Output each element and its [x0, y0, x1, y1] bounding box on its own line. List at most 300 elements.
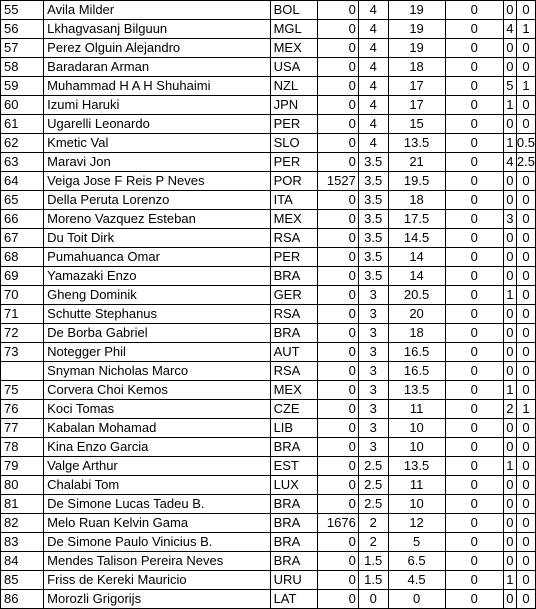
tiebreak-4-cell: 0: [516, 476, 535, 495]
tiebreak-3-cell: 0: [503, 229, 516, 248]
tiebreak-3-cell: 1: [503, 134, 516, 153]
tiebreak-3-cell: 5: [503, 77, 516, 96]
rating-cell: 0: [318, 438, 359, 457]
player-name-cell: De Borba Gabriel: [44, 324, 270, 343]
tiebreak-4-cell: 0: [516, 552, 535, 571]
points-cell: 2.5: [358, 476, 388, 495]
federation-cell: BRA: [270, 552, 318, 571]
tiebreak-3-cell: 0: [503, 590, 516, 609]
table-row: [1, 134, 536, 153]
federation-cell: USA: [270, 58, 318, 77]
tiebreak-4-cell: 0: [516, 324, 535, 343]
federation-cell: GER: [270, 286, 318, 305]
points-cell: 4: [358, 58, 388, 77]
table-row: [1, 343, 536, 362]
federation-cell: AUT: [270, 343, 318, 362]
tiebreak-2-cell: 0: [445, 381, 503, 400]
rank-cell: 86: [1, 590, 44, 609]
rank-cell: 60: [1, 96, 44, 115]
tiebreak-1-cell: 6.5: [388, 552, 445, 571]
player-name-cell: Muhammad H A H Shuhaimi: [44, 77, 270, 96]
rating-cell: 0: [318, 39, 359, 58]
player-name-cell: Du Toit Dirk: [44, 229, 270, 248]
tiebreak-3-cell: 1: [503, 571, 516, 590]
rating-cell: 0: [318, 96, 359, 115]
rating-cell: 0: [318, 362, 359, 381]
rank-cell: 57: [1, 39, 44, 58]
table-row: [1, 58, 536, 77]
points-cell: 3.5: [358, 248, 388, 267]
tiebreak-3-cell: 0: [503, 267, 516, 286]
tiebreak-1-cell: 19.5: [388, 172, 445, 191]
rating-cell: 0: [318, 267, 359, 286]
rank-cell: 78: [1, 438, 44, 457]
player-name-cell: Gheng Dominik: [44, 286, 270, 305]
table-row: [1, 514, 536, 533]
rank-cell: 59: [1, 77, 44, 96]
tiebreak-1-cell: 14.5: [388, 229, 445, 248]
points-cell: 4: [358, 77, 388, 96]
tiebreak-1-cell: 12: [388, 514, 445, 533]
player-name-cell: Friss de Kereki Mauricio: [44, 571, 270, 590]
rank-cell: 56: [1, 20, 44, 39]
points-cell: 4: [358, 115, 388, 134]
tiebreak-3-cell: 0: [503, 324, 516, 343]
tiebreak-1-cell: 10: [388, 419, 445, 438]
tiebreak-3-cell: 1: [503, 381, 516, 400]
tiebreak-4-cell: 0: [516, 172, 535, 191]
rating-cell: 0: [318, 533, 359, 552]
tiebreak-3-cell: 1: [503, 457, 516, 476]
table-row: [1, 191, 536, 210]
federation-cell: EST: [270, 457, 318, 476]
tiebreak-1-cell: 0: [388, 590, 445, 609]
points-cell: 3: [358, 362, 388, 381]
federation-cell: BRA: [270, 495, 318, 514]
tiebreak-2-cell: 0: [445, 267, 503, 286]
rating-cell: 0: [318, 457, 359, 476]
rank-cell: 61: [1, 115, 44, 134]
rank-cell: 58: [1, 58, 44, 77]
tiebreak-1-cell: 16.5: [388, 343, 445, 362]
rating-cell: 0: [318, 286, 359, 305]
tiebreak-1-cell: 20: [388, 305, 445, 324]
federation-cell: BRA: [270, 267, 318, 286]
table-row: [1, 533, 536, 552]
table-row: [1, 362, 536, 381]
tiebreak-2-cell: 0: [445, 552, 503, 571]
federation-cell: ITA: [270, 191, 318, 210]
tiebreak-1-cell: 13.5: [388, 381, 445, 400]
tiebreak-4-cell: 0: [516, 381, 535, 400]
player-name-cell: Lkhagvasanj Bilguun: [44, 20, 270, 39]
tiebreak-2-cell: 0: [445, 362, 503, 381]
rank-cell: 79: [1, 457, 44, 476]
rating-cell: 0: [318, 77, 359, 96]
tiebreak-2-cell: 0: [445, 153, 503, 172]
player-name-cell: Izumi Haruki: [44, 96, 270, 115]
tiebreak-4-cell: 0: [516, 362, 535, 381]
tiebreak-1-cell: 13.5: [388, 134, 445, 153]
table-row: [1, 590, 536, 609]
tiebreak-2-cell: 0: [445, 58, 503, 77]
table-row: [1, 552, 536, 571]
tiebreak-2-cell: 0: [445, 343, 503, 362]
tiebreak-3-cell: 0: [503, 362, 516, 381]
rank-cell: 62: [1, 134, 44, 153]
tiebreak-3-cell: 4: [503, 20, 516, 39]
federation-cell: URU: [270, 571, 318, 590]
tiebreak-1-cell: 14: [388, 248, 445, 267]
tiebreak-2-cell: 0: [445, 571, 503, 590]
player-name-cell: Snyman Nicholas Marco: [44, 362, 270, 381]
tiebreak-2-cell: 0: [445, 419, 503, 438]
rank-cell: 85: [1, 571, 44, 590]
tiebreak-4-cell: 2.5: [516, 153, 535, 172]
table-row: [1, 400, 536, 419]
points-cell: 3: [358, 324, 388, 343]
table-row: [1, 229, 536, 248]
tiebreak-3-cell: 0: [503, 419, 516, 438]
table-row: [1, 115, 536, 134]
tiebreak-4-cell: 0: [516, 533, 535, 552]
federation-cell: POR: [270, 172, 318, 191]
rank-cell: 68: [1, 248, 44, 267]
tiebreak-2-cell: 0: [445, 457, 503, 476]
table-row: [1, 210, 536, 229]
player-name-cell: Notegger Phil: [44, 343, 270, 362]
tiebreak-2-cell: 0: [445, 172, 503, 191]
tiebreak-4-cell: 0: [516, 210, 535, 229]
tiebreak-1-cell: 21: [388, 153, 445, 172]
tiebreak-2-cell: 0: [445, 438, 503, 457]
table-row: [1, 419, 536, 438]
tiebreak-1-cell: 11: [388, 476, 445, 495]
rank-cell: 55: [1, 1, 44, 20]
rank-cell: 65: [1, 191, 44, 210]
tiebreak-2-cell: 0: [445, 39, 503, 58]
federation-cell: PER: [270, 153, 318, 172]
tiebreak-4-cell: 0: [516, 96, 535, 115]
rating-cell: 0: [318, 115, 359, 134]
tiebreak-4-cell: 0: [516, 438, 535, 457]
tiebreak-2-cell: 0: [445, 590, 503, 609]
rating-cell: 0: [318, 343, 359, 362]
rank-cell: 67: [1, 229, 44, 248]
points-cell: 3: [358, 286, 388, 305]
tiebreak-2-cell: 0: [445, 134, 503, 153]
tiebreak-2-cell: 0: [445, 96, 503, 115]
rank-cell: 82: [1, 514, 44, 533]
tiebreak-3-cell: 1: [503, 286, 516, 305]
table-row: [1, 96, 536, 115]
rating-cell: 0: [318, 20, 359, 39]
points-cell: 3.5: [358, 172, 388, 191]
federation-cell: BRA: [270, 438, 318, 457]
player-name-cell: Kabalan Mohamad: [44, 419, 270, 438]
player-name-cell: Moreno Vazquez Esteban: [44, 210, 270, 229]
player-name-cell: Avila Milder: [44, 1, 270, 20]
tiebreak-1-cell: 18: [388, 191, 445, 210]
points-cell: 3: [358, 381, 388, 400]
tiebreak-4-cell: 0: [516, 495, 535, 514]
federation-cell: LAT: [270, 590, 318, 609]
points-cell: 3: [358, 400, 388, 419]
federation-cell: PER: [270, 248, 318, 267]
tiebreak-1-cell: 5: [388, 533, 445, 552]
table-row: [1, 495, 536, 514]
table-row: [1, 20, 536, 39]
federation-cell: PER: [270, 115, 318, 134]
points-cell: 1.5: [358, 552, 388, 571]
points-cell: 3.5: [358, 210, 388, 229]
federation-cell: BOL: [270, 1, 318, 20]
rating-cell: 0: [318, 476, 359, 495]
rank-cell: [1, 362, 44, 381]
player-name-cell: Kina Enzo Garcia: [44, 438, 270, 457]
rank-cell: 81: [1, 495, 44, 514]
tiebreak-1-cell: 18: [388, 58, 445, 77]
points-cell: 3: [358, 343, 388, 362]
tiebreak-4-cell: 0: [516, 457, 535, 476]
tiebreak-1-cell: 18: [388, 324, 445, 343]
tiebreak-3-cell: 0: [503, 172, 516, 191]
rating-cell: 0: [318, 248, 359, 267]
rating-cell: 0: [318, 1, 359, 20]
tiebreak-3-cell: 0: [503, 438, 516, 457]
tiebreak-2-cell: 0: [445, 20, 503, 39]
tiebreak-3-cell: 4: [503, 153, 516, 172]
points-cell: 3.5: [358, 153, 388, 172]
rating-cell: 0: [318, 153, 359, 172]
rating-cell: 0: [318, 210, 359, 229]
tiebreak-4-cell: 1: [516, 400, 535, 419]
tiebreak-2-cell: 0: [445, 476, 503, 495]
player-name-cell: Chalabi Tom: [44, 476, 270, 495]
points-cell: 1.5: [358, 571, 388, 590]
tiebreak-3-cell: 0: [503, 552, 516, 571]
tiebreak-1-cell: 15: [388, 115, 445, 134]
points-cell: 3: [358, 419, 388, 438]
tiebreak-4-cell: 0: [516, 590, 535, 609]
table-row: [1, 305, 536, 324]
player-name-cell: Schutte Stephanus: [44, 305, 270, 324]
federation-cell: BRA: [270, 324, 318, 343]
player-name-cell: Maravi Jon: [44, 153, 270, 172]
federation-cell: RSA: [270, 305, 318, 324]
table-row: [1, 324, 536, 343]
table-row: [1, 77, 536, 96]
rating-cell: 0: [318, 571, 359, 590]
tiebreak-4-cell: 0: [516, 305, 535, 324]
player-name-cell: Baradaran Arman: [44, 58, 270, 77]
tiebreak-1-cell: 10: [388, 495, 445, 514]
rating-cell: 1527: [318, 172, 359, 191]
tiebreak-2-cell: 0: [445, 533, 503, 552]
table-row: [1, 248, 536, 267]
tiebreak-2-cell: 0: [445, 1, 503, 20]
tiebreak-2-cell: 0: [445, 324, 503, 343]
tiebreak-2-cell: 0: [445, 210, 503, 229]
rank-cell: 76: [1, 400, 44, 419]
rating-cell: 0: [318, 552, 359, 571]
rank-cell: 75: [1, 381, 44, 400]
tiebreak-1-cell: 19: [388, 1, 445, 20]
tiebreak-3-cell: 0: [503, 191, 516, 210]
tiebreak-4-cell: 0: [516, 267, 535, 286]
table-row: [1, 476, 536, 495]
tiebreak-4-cell: 0: [516, 191, 535, 210]
tiebreak-3-cell: 0: [503, 39, 516, 58]
tiebreak-3-cell: 2: [503, 400, 516, 419]
tiebreak-4-cell: 0: [516, 39, 535, 58]
tiebreak-3-cell: 0: [503, 305, 516, 324]
tiebreak-3-cell: 0: [503, 476, 516, 495]
tiebreak-3-cell: 0: [503, 248, 516, 267]
tiebreak-3-cell: 0: [503, 495, 516, 514]
tiebreak-4-cell: 0: [516, 229, 535, 248]
points-cell: 3.5: [358, 191, 388, 210]
rating-cell: 0: [318, 590, 359, 609]
tiebreak-1-cell: 20.5: [388, 286, 445, 305]
points-cell: 3.5: [358, 267, 388, 286]
player-name-cell: De Simone Paulo Vinicius B.: [44, 533, 270, 552]
tiebreak-2-cell: 0: [445, 191, 503, 210]
rating-cell: 0: [318, 324, 359, 343]
table-row: [1, 286, 536, 305]
federation-cell: LIB: [270, 419, 318, 438]
rank-cell: 64: [1, 172, 44, 191]
rating-cell: 1676: [318, 514, 359, 533]
tiebreak-4-cell: 0: [516, 1, 535, 20]
tiebreak-1-cell: 14: [388, 267, 445, 286]
table-row: [1, 438, 536, 457]
rank-cell: 69: [1, 267, 44, 286]
points-cell: 3.5: [358, 229, 388, 248]
rank-cell: 80: [1, 476, 44, 495]
points-cell: 4: [358, 134, 388, 153]
player-name-cell: Koci Tomas: [44, 400, 270, 419]
player-name-cell: Valge Arthur: [44, 457, 270, 476]
federation-cell: CZE: [270, 400, 318, 419]
tiebreak-2-cell: 0: [445, 305, 503, 324]
federation-cell: NZL: [270, 77, 318, 96]
rating-cell: 0: [318, 419, 359, 438]
player-name-cell: De Simone Lucas Tadeu B.: [44, 495, 270, 514]
table-row: [1, 153, 536, 172]
federation-cell: RSA: [270, 362, 318, 381]
player-name-cell: Mendes Talison Pereira Neves: [44, 552, 270, 571]
tiebreak-4-cell: 0: [516, 58, 535, 77]
player-name-cell: Veiga Jose F Reis P Neves: [44, 172, 270, 191]
tiebreak-1-cell: 10: [388, 438, 445, 457]
player-name-cell: Perez Olguin Alejandro: [44, 39, 270, 58]
rank-cell: 72: [1, 324, 44, 343]
points-cell: 2.5: [358, 495, 388, 514]
rating-cell: 0: [318, 229, 359, 248]
tiebreak-3-cell: 0: [503, 1, 516, 20]
tiebreak-4-cell: 0: [516, 571, 535, 590]
federation-cell: MEX: [270, 39, 318, 58]
tiebreak-2-cell: 0: [445, 248, 503, 267]
player-name-cell: Melo Ruan Kelvin Gama: [44, 514, 270, 533]
tiebreak-4-cell: 0: [516, 115, 535, 134]
points-cell: 4: [358, 20, 388, 39]
rating-cell: 0: [318, 400, 359, 419]
points-cell: 3: [358, 305, 388, 324]
points-cell: 2.5: [358, 457, 388, 476]
rank-cell: 70: [1, 286, 44, 305]
rank-cell: 71: [1, 305, 44, 324]
tiebreak-1-cell: 17: [388, 96, 445, 115]
rank-cell: 77: [1, 419, 44, 438]
table-row: [1, 1, 536, 20]
tiebreak-3-cell: 0: [503, 115, 516, 134]
table-row: [1, 267, 536, 286]
points-cell: 2: [358, 514, 388, 533]
tiebreak-4-cell: 1: [516, 20, 535, 39]
rating-cell: 0: [318, 305, 359, 324]
tiebreak-4-cell: 0: [516, 343, 535, 362]
standings-rows: [1, 1, 536, 609]
player-name-cell: Yamazaki Enzo: [44, 267, 270, 286]
rank-cell: 83: [1, 533, 44, 552]
player-name-cell: Kmetic Val: [44, 134, 270, 153]
points-cell: 4: [358, 39, 388, 58]
federation-cell: BRA: [270, 514, 318, 533]
tiebreak-4-cell: 0: [516, 286, 535, 305]
federation-cell: RSA: [270, 229, 318, 248]
rating-cell: 0: [318, 58, 359, 77]
player-name-cell: Ugarelli Leonardo: [44, 115, 270, 134]
federation-cell: SLO: [270, 134, 318, 153]
tiebreak-2-cell: 0: [445, 286, 503, 305]
federation-cell: MEX: [270, 381, 318, 400]
table-row: [1, 381, 536, 400]
tiebreak-2-cell: 0: [445, 77, 503, 96]
federation-cell: MGL: [270, 20, 318, 39]
tiebreak-1-cell: 17.5: [388, 210, 445, 229]
points-cell: 3: [358, 438, 388, 457]
table-row: [1, 457, 536, 476]
tiebreak-4-cell: 0: [516, 419, 535, 438]
tiebreak-1-cell: 4.5: [388, 571, 445, 590]
rank-cell: 66: [1, 210, 44, 229]
tiebreak-4-cell: 0: [516, 514, 535, 533]
rating-cell: 0: [318, 381, 359, 400]
table-row: [1, 172, 536, 191]
federation-cell: LUX: [270, 476, 318, 495]
tiebreak-2-cell: 0: [445, 514, 503, 533]
tiebreak-2-cell: 0: [445, 229, 503, 248]
tiebreak-4-cell: 0.5: [516, 134, 535, 153]
points-cell: 4: [358, 1, 388, 20]
points-cell: 2: [358, 533, 388, 552]
table-row: [1, 39, 536, 58]
tiebreak-3-cell: 0: [503, 533, 516, 552]
tiebreak-1-cell: 19: [388, 20, 445, 39]
tiebreak-1-cell: 16.5: [388, 362, 445, 381]
tiebreak-4-cell: 0: [516, 248, 535, 267]
table-row: [1, 571, 536, 590]
player-name-cell: Corvera Choi Kemos: [44, 381, 270, 400]
tiebreak-1-cell: 11: [388, 400, 445, 419]
tiebreak-2-cell: 0: [445, 495, 503, 514]
rank-cell: 73: [1, 343, 44, 362]
tiebreak-3-cell: 0: [503, 514, 516, 533]
tiebreak-1-cell: 13.5: [388, 457, 445, 476]
tiebreak-3-cell: 0: [503, 58, 516, 77]
